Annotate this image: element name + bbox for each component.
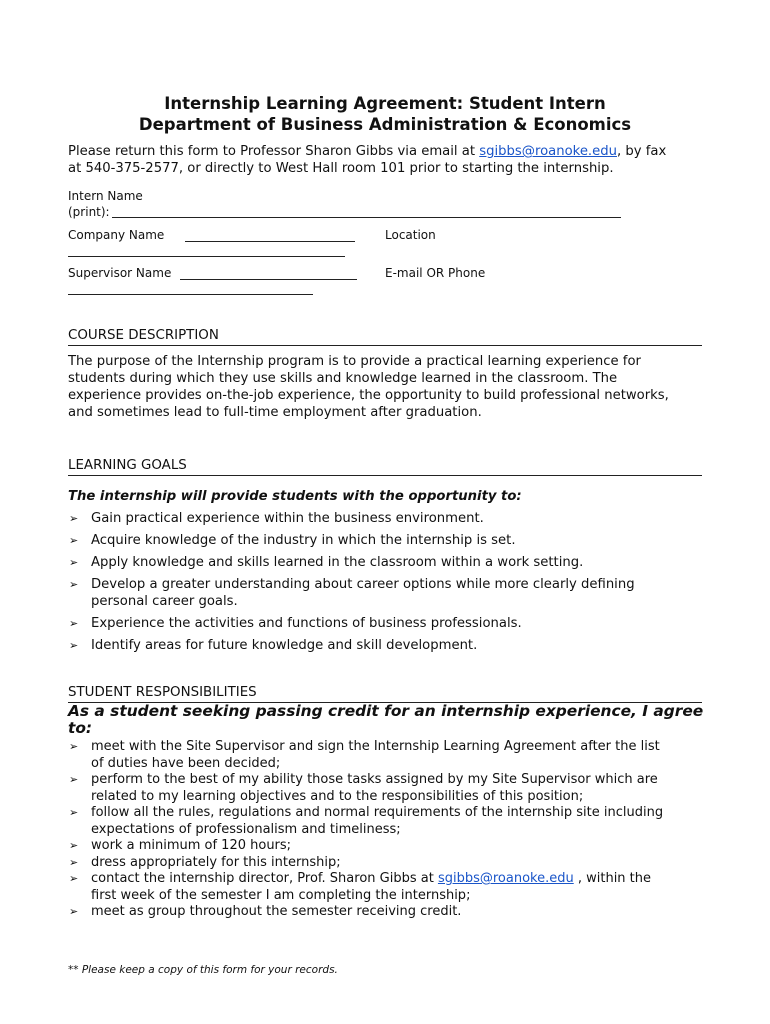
- form-title-line1: Internship Learning Agreement: Student Intern: [164, 94, 606, 113]
- arrow-bullet-icon: ➢: [69, 534, 79, 547]
- responsibilities-lead: As a student seeking passing credit for an internship experience, I agree to:: [68, 702, 704, 737]
- location-field[interactable]: [68, 256, 345, 257]
- supervisor-name-field[interactable]: [180, 279, 357, 280]
- course-line: experience provides on-the-job experience, the opportunity to build professional networks,: [68, 388, 669, 403]
- contact-label: E-mail OR Phone: [385, 266, 486, 280]
- arrow-bullet-icon: ➢: [69, 839, 79, 852]
- arrow-bullet-icon: ➢: [69, 740, 79, 753]
- list-item: ➢ Experience the activities and functions of business professionals.: [69, 616, 522, 631]
- course-line: students during which they use skills and knowledge learned in the classroom. The: [68, 371, 618, 386]
- learning-goals-heading: LEARNING GOALS: [68, 458, 187, 473]
- arrow-bullet-icon: ➢: [69, 617, 79, 630]
- arrow-bullet-icon: ➢: [69, 639, 79, 652]
- list-item: ➢ follow all the rules, regulations and normal requirements of the internship site including expectations of professionalism and timeliness;: [69, 805, 664, 837]
- responsibilities-list: [68, 739, 718, 921]
- intern-name-label: Intern Name: [68, 189, 143, 203]
- company-name-field[interactable]: [185, 241, 355, 242]
- list-item: ➢ meet as group throughout the semester receiving credit.: [69, 904, 462, 919]
- supervisor-name-label: Supervisor Name: [68, 266, 172, 280]
- intro-text: Please return this form to Professor Sharon Gibbs via email at: [68, 144, 480, 159]
- course-description-heading: COURSE DESCRIPTION: [68, 328, 219, 343]
- list-item: ➢ Develop a greater understanding about career options while more clearly defining personal career goals.: [69, 577, 635, 609]
- arrow-bullet-icon: ➢: [69, 872, 79, 885]
- arrow-bullet-icon: ➢: [69, 905, 79, 918]
- arrow-bullet-icon: ➢: [69, 578, 79, 591]
- intern-name-print-label: (print):: [68, 205, 110, 219]
- list-item: ➢ Identify areas for future knowledge and skill development.: [69, 638, 478, 653]
- email-link[interactable]: sgibbs@roanoke.edu: [479, 144, 617, 159]
- arrow-bullet-icon: ➢: [69, 512, 79, 525]
- list-item: ➢ dress appropriately for this internship;: [69, 854, 341, 870]
- intro-paragraph: [68, 143, 708, 177]
- course-description-text: [68, 353, 708, 421]
- arrow-bullet-icon: ➢: [69, 806, 79, 819]
- contact-field[interactable]: [68, 294, 313, 295]
- learning-goals-list: [68, 510, 708, 654]
- list-item: ➢ meet with the Site Supervisor and sign the Internship Learning Agreement after the list of duties have been decided;: [69, 739, 660, 771]
- list-item: ➢ Gain practical experience within the business environment.: [69, 511, 484, 526]
- section-divider: [68, 475, 702, 476]
- arrow-bullet-icon: ➢: [69, 855, 79, 869]
- learning-goals-lead: The internship will provide students with the opportunity to:: [68, 489, 522, 504]
- intern-name-field[interactable]: [112, 217, 621, 218]
- intro-text-fax: , by fax: [616, 144, 667, 159]
- list-item: ➢ perform to the best of my ability those tasks assigned by my Site Supervisor which are related to my learning objectives and to the responsibilities of this position;: [69, 772, 658, 804]
- intro-line2: at 540-375-2577, or directly to West Hall room 101 prior to starting the internship.: [68, 161, 614, 176]
- company-name-label: Company Name: [68, 228, 165, 242]
- arrow-bullet-icon: ➢: [69, 556, 79, 569]
- section-divider: [68, 345, 702, 346]
- list-item: ➢ contact the internship director, Prof. Sharon Gibbs at sgibbs@roanoke.edu , within the first week of the semester I am completing the internship;: [69, 871, 652, 903]
- responsibilities-heading: STUDENT RESPONSIBILITIES: [68, 685, 257, 700]
- location-label: Location: [385, 228, 436, 242]
- form-title-line2: Department of Business Administration & Economics: [138, 115, 632, 134]
- list-item: ➢ Acquire knowledge of the industry in which the internship is set.: [69, 533, 516, 548]
- arrow-bullet-icon: ➢: [69, 773, 79, 786]
- footer-note: ** Please keep a copy of this form for your records.: [68, 964, 338, 976]
- course-line: The purpose of the Internship program is to provide a practical learning experience for: [68, 354, 641, 369]
- course-line: and sometimes lead to full-time employment after graduation.: [68, 405, 482, 420]
- email-link[interactable]: sgibbs@roanoke.edu: [437, 871, 574, 886]
- list-item: ➢ Apply knowledge and skills learned in the classroom within a work setting.: [69, 555, 584, 570]
- list-item: ➢ work a minimum of 120 hours;: [69, 838, 292, 853]
